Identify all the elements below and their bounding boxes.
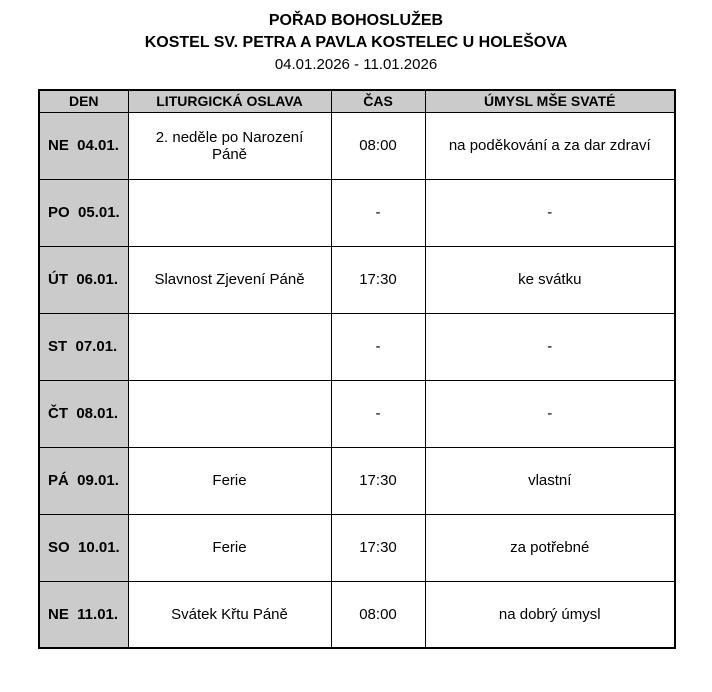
page-subtitle: KOSTEL SV. PETRA A PAVLA KOSTELEC U HOLEŠOVA [144,34,568,51]
day-cell: ST 07.01. [39,313,128,380]
col-header-den: DEN [39,90,128,112]
page-title: POŘAD BOHOSLUŽEB [268,12,444,29]
col-header-liturgicka-oslava: LITURGICKÁ OSLAVA [128,90,331,112]
celebration-cell: Ferie [128,514,331,581]
table-row [39,112,675,179]
schedule-table [38,89,676,649]
intention-cell: na poděkování a za dar zdraví [425,112,675,179]
celebration-cell [128,179,331,246]
table-row [39,581,675,648]
time-cell: 17:30 [331,514,425,581]
table-row [39,246,675,313]
day-cell: NE 04.01. [39,112,128,179]
celebration-cell [128,380,331,447]
time-cell: - [331,313,425,380]
intention-cell: ke svátku [425,246,675,313]
header-row [39,90,675,112]
intention-cell: - [425,179,675,246]
intention-cell: za potřebné [425,514,675,581]
celebration-cell: Svátek Křtu Páně [128,581,331,648]
celebration-cell [128,313,331,380]
title-block [0,10,712,76]
intention-cell: na dobrý úmysl [425,581,675,648]
celebration-cell: 2. neděle po Narození Páně [128,112,331,179]
day-cell: PO 05.01. [39,179,128,246]
day-cell: ČT 08.01. [39,380,128,447]
table-row [39,313,675,380]
intention-cell: vlastní [425,447,675,514]
day-cell: PÁ 09.01. [39,447,128,514]
day-cell: ÚT 06.01. [39,246,128,313]
intention-cell: - [425,313,675,380]
celebration-cell: Ferie [128,447,331,514]
intention-cell: - [425,380,675,447]
day-cell: NE 11.01. [39,581,128,648]
celebration-cell: Slavnost Zjevení Páně [128,246,331,313]
table-row [39,447,675,514]
col-header-umysl: ÚMYSL MŠE SVATÉ [425,90,675,112]
time-cell: 08:00 [331,112,425,179]
time-cell: 17:30 [331,246,425,313]
table-row [39,179,675,246]
time-cell: - [331,179,425,246]
table-row [39,514,675,581]
day-cell: SO 10.01. [39,514,128,581]
col-header-cas: ČAS [331,90,425,112]
time-cell: - [331,380,425,447]
time-cell: 08:00 [331,581,425,648]
time-cell: 17:30 [331,447,425,514]
table-row [39,380,675,447]
date-range: 04.01.2026 - 11.01.2026 [274,56,438,73]
